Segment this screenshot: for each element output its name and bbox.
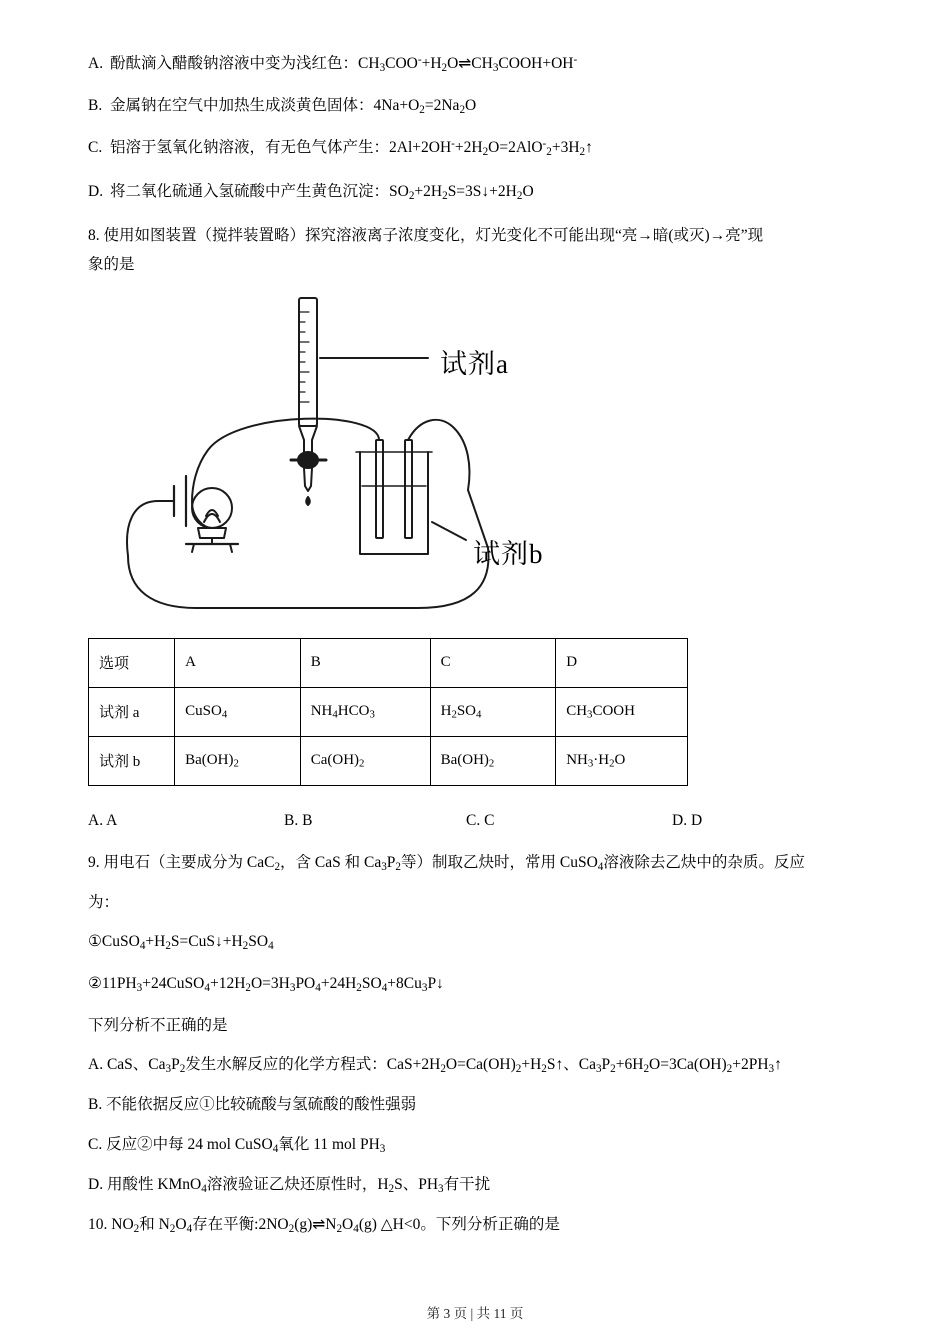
cell-r0c1: A [175, 638, 301, 687]
apparatus-figure [88, 290, 866, 620]
cell-r1c2: $NH_4HCO_3$ [300, 687, 430, 736]
option-c-text: 铝溶于氢氧化钠溶液，有无色气体产生： [110, 139, 390, 157]
cell-r0c3: C [430, 638, 556, 687]
option-b-label: B. [88, 97, 103, 115]
option-d-text: 将二氧化硫通入氢硫酸中产生黄色沉淀： [110, 183, 390, 201]
option-a-formula: $CH_3COO^-+H_2O\rightleftharpoons CH_3COOH+OH^-$ [358, 54, 578, 74]
cell-r2c2: $Ca(OH)_2$ [300, 736, 430, 785]
option-d-formula: $SO_2+2H_2S=3S↓+2H_2O$ [389, 183, 534, 202]
cell-r0c2: B [300, 638, 430, 687]
question9-stem-line1: 9. 用电石（主要成分为 CaC$_2$，含 CaS 和 $Ca_3P_2$等）制取乙炔时，常用 CuSO$_4$溶液除去乙炔中的杂质。反应 [88, 853, 805, 873]
figure-label-reagent-b: 试剂b [473, 538, 544, 569]
cell-r0c0: 选项 [89, 638, 175, 687]
table-row [89, 736, 688, 785]
question8-stem-line2: 象的是 [88, 255, 135, 273]
question8-stem [88, 222, 866, 279]
question10-stem: 10. $NO_2$和 $N_2O_4$存在平衡$:2NO_2(g)\rightleftharpoons N_2O_4(g)$ △H<0。下列分析正确的是 [88, 1215, 560, 1235]
cell-r0c4: D [556, 638, 688, 687]
question9-option-a: A. CaS、$Ca_3P_2$发生水解反应的化学方程式：$CaS+2H_2O=Ca(OH)_2+H_2S↑$、$Ca_3P_2+6H_2O=3Ca(OH)_2+2PH_3↑$ [88, 1056, 782, 1076]
reagent-table [88, 638, 688, 786]
table-row-header [89, 638, 688, 687]
question10 [88, 1210, 866, 1240]
question8-answer-row [88, 812, 866, 834]
option-a-label: A. [88, 55, 104, 73]
option-c-label: C. [88, 139, 103, 157]
cell-r1c3: $H_2SO_4$ [430, 687, 556, 736]
cell-r2c1: $Ba(OH)_2$ [175, 736, 301, 785]
answer-choice-d: D. D [672, 811, 703, 829]
option-c-formula: $2Al+2OH^-+2H_2O=2AlO^-_2+3H_2↑$ [389, 138, 593, 158]
option-a-text: 酚酞滴入醋酸钠溶液中变为浅红色： [110, 55, 359, 73]
table-row [89, 687, 688, 736]
cell-r1c4: $CH_3COOH$ [556, 687, 688, 736]
option-a [88, 52, 866, 77]
answer-choice-c: C. C [466, 811, 495, 829]
question8-number: 8. [88, 227, 100, 245]
cell-r1c1: CuSO$_4$ [175, 687, 301, 736]
question8-stem-line1: 使用如图装置（搅拌装置略）探究溶液离子浓度变化，灯光变化不可能出现“亮→暗(或灭)→亮”现 [103, 227, 764, 245]
option-d [88, 180, 866, 205]
question9-option-c: C. 反应②中每 24 mol CuSO$_4$氧化 11 mol $PH_3$ [88, 1135, 386, 1155]
page-footer: 第 3 页 | 共 11 页 [426, 1306, 524, 1321]
question9-equation-1: $①CuSO_4+H_2S=CuS↓+H_2SO_4$ [88, 933, 274, 952]
page-content [88, 52, 866, 1240]
option-b [88, 94, 866, 119]
option-b-text: 金属钠在空气中加热生成淡黄色固体： [110, 97, 374, 115]
cell-r2c4: $NH_3\cdot H_2O$ [556, 736, 688, 785]
answer-choice-a: A. A [88, 811, 118, 829]
cell-r2c0: 试剂 b [89, 736, 175, 785]
question9-option-b: B. 不能依据反应①比较硫酸与氢硫酸的酸性强弱 [88, 1096, 417, 1114]
option-b-formula: $4Na+O_2=2Na_2O$ [373, 97, 477, 116]
question9-stem-line2: 为： [88, 893, 120, 911]
cell-r2c3: $Ba(OH)_2$ [430, 736, 556, 785]
option-d-label: D. [88, 183, 104, 201]
figure-label-reagent-a: 试剂a [440, 348, 509, 379]
cell-r1c0: 试剂 a [89, 687, 175, 736]
question9-prompt: 下列分析不正确的是 [88, 1016, 228, 1034]
answer-choice-b: B. B [284, 811, 313, 829]
option-c [88, 136, 866, 161]
question9 [88, 848, 866, 1200]
question9-equation-2: $②11PH_3+24CuSO_4+12H_2O=3H_3PO_4+24H_2SO_4+8Cu_3P↓$ [88, 975, 444, 994]
question9-option-d: D. 用酸性 KMnO$_4$溶液验证乙炔还原性时，$H_2S$、$PH_3$有干扰 [88, 1175, 491, 1195]
